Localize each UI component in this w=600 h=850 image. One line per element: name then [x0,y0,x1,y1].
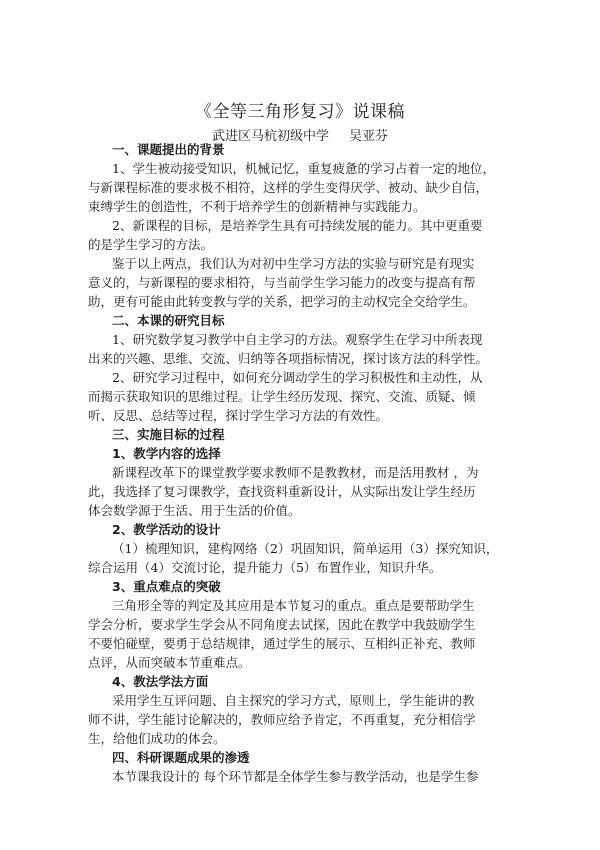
text-line: 2、研究学习过程中，如何充分调动学生的学习积极性和主动性，从 [112,370,483,385]
author-name: 吴亚芬 [349,129,389,144]
text-line: 生，给他们成功的体会。 [88,731,226,746]
document-title: 《全等三角形复习》说课稿 [195,102,405,122]
text-line: 师不讲，学生能讨论解决的，教师应给予肯定，不再重复，充分相信学 [88,712,476,727]
text-line: 2、新课程的目标，是培养学生具有可持续发展的能力。其中更重要 [112,218,483,233]
text-line: 鉴于以上两点，我们认为对初中生学习方法的实验与研究是有现实 [112,256,475,271]
text-line: 体会数学源于生活、用于生活的价值。 [88,503,301,518]
text-line: 三角形全等的判定及其应用是本节复习的重点。重点是要帮助学生 [112,598,475,613]
section-heading: 二、本课的研究目标 [112,313,225,328]
section-heading: 2、教学活动的设计 [112,522,221,537]
text-line: 不要怕碰壁，要勇于总结规律，通过学生的展示、互相纠正补充、教师 [88,636,476,651]
section-heading: 三、实施目标的过程 [112,427,225,442]
text-line: 采用学生互评问题、自主探究的学习方式，原则上，学生能讲的教 [112,693,475,708]
section-heading: 一、课题提出的背景 [112,142,225,157]
text-line: 的是学生学习的方法。 [88,237,214,252]
section-heading: 四、科研课题成果的渗透 [112,750,250,765]
text-line: 而揭示获取知识的思维过程。让学生经历发现、探究、交流、质疑、倾 [88,389,476,404]
text-line: 1、学生被动接受知识，机械记忆，重复疲惫的学习占着一定的地位， [112,161,495,176]
text-line: 综合运用（4）交流讨论，提升能力（5）布置作业，知识升华。 [88,560,442,575]
text-line: 出来的兴趣、思维、交流、归纳等各项指标情况，探讨该方法的科学性。 [88,351,489,366]
text-line: 与新课程标准的要求极不相符，这样的学生变得厌学、被动、缺少自信， [88,180,489,195]
text-line: 点评，从而突破本节重难点。 [88,655,251,670]
text-line: 新课程改革下的课堂教学要求教师不是教教材，而是活用教材 ，为 [112,465,479,480]
text-line: 助，更有可能由此转变教与学的关系，把学习的主动权完全交给学生。 [88,294,476,309]
section-heading: 4、教法学法方面 [112,674,209,689]
school-name: 武进区马杭初级中学 [211,129,329,144]
text-line: 听、反思、总结等过程，探讨学生学习方法的有效性。 [88,408,389,423]
text-line: 1、研究数学复习教学中自主学习的方法。观察学生在学习中所表现 [112,332,483,347]
section-heading: 3、重点难点的突破 [112,579,221,594]
text-line: 意义的，与新课程的要求相符，与当前学生学习能力的改变与提高有帮 [88,275,476,290]
section-heading: 1、教学内容的选择 [112,446,221,461]
text-line: 学会分析，要求学生学会从不同角度去试探，因此在教学中我鼓励学生 [88,617,476,632]
text-line: 本节课我设计的 每个环节都是全体学生参与教学活动，也是学生参 [112,769,479,784]
text-line: 此，我选择了复习课教学，查找资料重新设计，从实际出发让学生经历 [88,484,476,499]
text-line: 束缚学生的创造性，不利于培养学生的创新精神与实践能力。 [88,199,426,214]
text-line: （1）梳理知识，建构网络（2）巩固知识，简单运用（3）探究知识， [112,541,499,556]
